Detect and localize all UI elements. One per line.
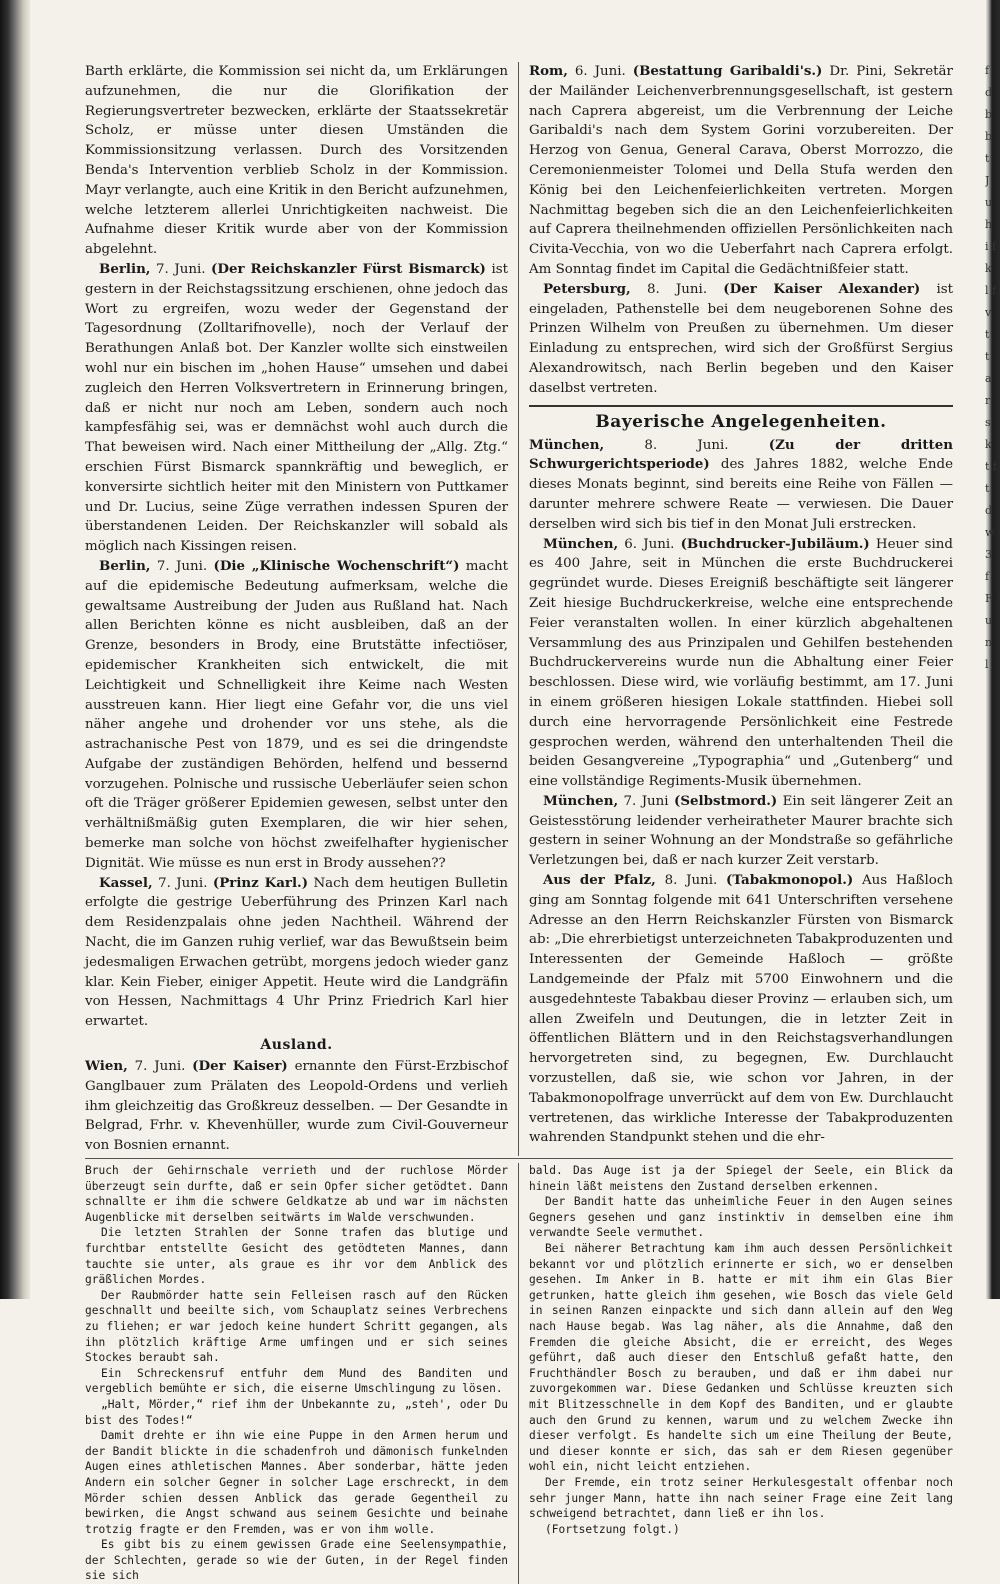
feuilleton-paragraph: bald. Das Auge ist ja der Spiegel der Seele, ein Blick da hinein läßt meistens den Zustand derselben erkennen. [529,1164,953,1193]
dateline-place: Berlin, [99,260,151,277]
dateline-date: 8. Juni. [664,873,718,889]
article-body: ist gestern in der Reichstagssitzung erschienen, ohne jedoch das Wort zu ergreifen, wozu weder der Gegenstand der Tagesordnung (Zolltarifnovelle), noch der Verlauf der Berathungen Anlaß bot. Der Kanzler wollte sich einstweilen wohl nur ein bischen im „hohen Hause“ umsehen und dabei zugleich den Herren Volksvertretern in Erinnerung bringen, daß er nicht nur noch am Leben, sondern auch noch kampfesfähig sei, was er demnächst wohl auch durch die That beweisen wird. Nach einer Mittheilung der „Allg. Ztg.“ erschien Fürst Bismarck spannkräftig und beweglich, er konversirte sichtlich heiter mit den Ministern von Puttkamer und Dr. Lucius, seine Züge verrathen indessen Spuren der überstandenen Leiden. Der Reichskanzler will sobald als möglich nach Kissingen reisen. [85,261,508,555]
continuation-note: (Fortsetzung folgt.) [545,1522,680,1536]
feuilleton-right-column [519,1163,953,1584]
section-heading-ausland: Ausland. [260,1037,333,1054]
article-topic: (Zu der dritten Schwurgerichtsperiode) [529,436,953,473]
dateline-date: 7. Juni. [156,261,206,277]
article-pfalz [529,871,953,1148]
article-topic: (Buchdrucker-Jubiläum.) [680,535,870,552]
article-topic: (Die „Klinische Wochenschrift“) [213,557,460,574]
article-topic: (Prinz Karl.) [212,874,309,891]
article-body: Aus Haßloch ging am Sonntag folgende mit 641 Unterschriften versehene Adresse an den Herrn Reichskanzler Fürsten von Bismarck ab: „Die ehrerbietigst unterzeichneten Tabakproduzenten und Interessenten der Gemeinde Haßloch — größte Landgemeinde der Pfalz mit 5700 Einwohnern und die ausgedehnteste Tabakbau dieser Provinz — erlauben sich, um allen Zweifeln und Deutungen, die in letzter Zeit in öffentlichen Blättern und in den Reichstagsverhandlungen hervorgetreten sind, zu begegnen, Ew. Durchlaucht vorzustellen, daß sie, wie schon vor Jahren, in der Tabakmonopolfrage unverrückt auf dem von Ew. Durchlaucht vertretenen, das wirkliche Interesse der Tabakproduzenten wahrenden Standpunkt stehen und die ehr- [529,873,953,1146]
dateline-date: 8. Juni. [646,281,708,297]
dateline-place: Aus der Pfalz, [543,872,656,889]
article-berlin-wochenschrift [85,557,508,874]
feuilleton-paragraph: Der Bandit hatte das unheimliche Feuer in den Augen seines Gegners gesehen und ganz instinktiv in demselben eine ihm verwandte Seele vermuthet. [529,1195,953,1240]
article-muenchen-selbstmord [529,792,953,871]
right-column [519,62,953,1156]
dateline-place: Kassel, [99,874,153,891]
dateline-date: 7. Juni. [134,1059,186,1075]
dateline-place: Petersburg, [543,280,631,297]
newspaper-page [85,62,953,1584]
dateline-date: 7. Juni. [156,558,208,574]
dateline-place: München, [529,436,605,453]
feuilleton-paragraph: „Halt, Mörder,“ rief ihm der Unbekannte zu, „steh', oder Du bist des Todes!“ [85,1397,508,1427]
dateline-date: 7. Juni [623,793,669,809]
article-body: Ein seit längerer Zeit an Geistesstörung leidender verheiratheter Maurer brachte sich gestern in seiner Wohnung an der Mondstraße so gefährliche Verletzungen bei, daß er nach kurzer Zeit verstarb. [529,793,953,869]
article-berlin-bismarck [85,260,508,557]
feuilleton-paragraph: Damit drehte er ihn wie eine Puppe in den Armen herum und der Bandit blickte in die schadenfroh und dämonisch funkelnden Augen eines athletischen Mannes. Aber sonderbar, hätte jeden Andern ein solcher Gegner in solcher Lage erschreckt, in dem Mörder schien dessen Anblick das gerade Gegentheil zu bewirken, die Angst schwand aus seinem Gesichte und beinahe trotzig fragte er den Fremden, was er von ihm wolle. [85,1429,508,1536]
feuilleton-section [85,1163,953,1584]
feuilleton-divider [85,1158,953,1159]
feuilleton-paragraph: Bei näherer Betrachtung kam ihm auch dessen Persönlichkeit bekannt vor und plötzlich erinnerte er sich, wo er denselben gesehen. Im Anker in B. hatte er mit ihm ein Glas Bier getrunken, hatte gleich ihm gesehen, wie Bosch das viele Geld in seinen Ranzen einpackte und sich dann allein auf den Weg nach Hause begab. Was lag näher, als die Annahme, daß den Fremden die gleiche Absicht, die er erreicht, des Weges geführt, daß auch dieser den Entschluß gefaßt hatte, den Fruchthändler Bosch zu berauben, und daß er ihm dabei nur zuvorgekommen war. Diese Gedanken und Schlüsse kreuzten sich mit Blitzesschnelle in dem Kopf des Banditen, und er glaubte auch den Grund zu kennen, warum und zu welchem Zwecke ihn dieser verfolgt. Es handelte sich um eine Theilung der Beute, und dieser konnte er sich, das sah er dem Riesen gegenüber wohl ein, nicht leicht entziehen. [529,1242,953,1474]
commission-paragraph: Barth erklärte, die Kommission sei nicht da, um Erklärungen aufzunehmen, die nur die Glorifikation der Regierungsvertreter bezwecken, erklärte der Staatssekretär Scholz, er müsse unter diesen Umständen die Kommissionsitzung verlassen. Durch des Vorsitzenden Benda's Intervention verblieb Scholz in der Kommission. Mayr verlangte, auch eine Kritik in den Bericht aufzunehmen, welche letzterem allerlei Unrichtigkeiten nachweist. Die Aufnahme dieser Kritik wurde aber von der Kommission abgelehnt. [85,64,508,258]
adjacent-page-fragment: f d b b t J u h i f k l f v t t a r s k t f t d w 3 f F u n l [985,64,997,671]
article-petersburg [529,280,953,399]
feuilleton-paragraph: Ein Schreckensruf entfuhr dem Mund des Banditen und vergeblich bemühte er sich, die eiserne Umschlingung zu lösen. [85,1366,508,1396]
dateline-place: München, [543,535,619,552]
section-heading-bayern: Bayerische Angelegenheiten. [529,405,953,435]
feuilleton-paragraph: Die letzten Strahlen der Sonne trafen das blutige und furchtbar entstellte Gesicht des getödteten Mannes, dann tauchte sie unter, als graue es ihr vor dem Anblick des gräßlichen Mordes. [85,1226,508,1287]
article-topic: (Bestattung Garibaldi's.) [632,63,823,79]
dateline-date: 8. Juni. [644,437,729,453]
left-column [85,62,519,1156]
article-muenchen-schwurgericht [529,436,953,535]
article-body: ernannte den Fürst-Erzbischof Ganglbauer zum Prälaten des Leopold-Ordens und verlieh ihm gleichzeitig das Großkreuz desselben. — Der Gesandte in Belgrad, Frhr. v. Khevenhüller, wurde zum Civil-Gouverneur von Bosnien ernannt. [85,1059,508,1154]
article-muenchen-buchdrucker [529,535,953,792]
book-binding-edge [0,0,30,1299]
feuilleton-paragraph: Es gibt bis zu einem gewissen Grade eine Seelensympathie, der Schlechten, gerade so wie der Guten, in der Regel finden sie sich [85,1538,508,1583]
article-kassel [85,874,508,1032]
dateline-place: München, [543,792,619,809]
article-body: Heuer sind es 400 Jahre, seit in München die erste Buchdruckerei gegründet wurde. Dieses Ereigniß beschäftigte seit längerer Zeit hiesige Buchdruckerkreise, welche eine entsprechende Feier veranstalten wollen. In einer kürzlich abgehaltenen Versammlung des aus Prinzipalen und Gehilfen bestehenden Buchdruckervereins wurde nun die Abhaltung einer Feier beschlossen. Diese wird, wie vorläufig bestimmt, am 17. Juni in einem größeren hiesigen Lokale stattfinden. Hiebei soll durch eine hervorragende Persönlichkeit eine Festrede gesprochen werden, während den unterhaltenden Theil die beiden Gesangvereine „Typographia“ und „Gutenberg“ und eine vollständige Regiments-Musik übernehmen. [529,536,953,790]
dateline-place: Wien, [85,1058,128,1075]
article-topic: (Selbstmord.) [674,792,778,809]
article-topic: (Der Kaiser Alexander) [723,280,921,297]
dateline-place: Rom, [529,63,568,79]
article-body: Dr. Pini, Sekretär der Mailänder Leichenverbrennungsgesellschaft, ist gestern nach Caprera abgereist, um die Verbrennung der Leiche Garibaldi's nach dem System Gorini vorzubereiten. Der Herzog von Genua, General Carava, Oberst Morrozzo, die Ceremonienmeister Tolomei und Della Stufa werden den König bei den Leichenfeierlichkeiten vertreten. Morgen Nachmittag begeben sich die an den Leichenfeierlichkeiten auf Caprera theilnehmenden offiziellen Persönlichkeiten nach Civita-Vecchia, von wo die Ueberfahrt nach Caprera erfolgt. Am Sonntag findet im Capital die Gedächtnißfeier statt. [529,64,953,277]
feuilleton-paragraph: Bruch der Gehirnschale verrieth und der ruchlose Mörder überzeugt sein durfte, daß er sein Opfer sicher getödtet. Dann schnallte er ihm die schwere Geldkatze ab und war im nächsten Augenblicke mit derselben seitwärts im Walde verschwunden. [85,1164,508,1224]
news-columns [85,62,953,1156]
feuilleton-paragraph: Der Raubmörder hatte sein Felleisen rasch auf den Rücken geschnallt und beeilte sich, vom Schauplatz seines Verbrechens zu fliehen; er war jedoch keine hundert Schritt gegangen, als ihn plötzlich kräftige Arme umfingen und er sich seines Stockes beraubt sah. [85,1288,508,1365]
dateline-date: 6. Juni. [624,536,675,552]
article-body: des Jahres 1882, welche Ende dieses Monats beginnt, sind bereits eine Reihe von Fällen — darunter mehrere schwere Reate — verwiesen. Die Dauer derselben wird sich bis tief in den Monat Juli erstrecken. [529,457,954,532]
article-topic: (Tabakmonopol.) [726,872,854,889]
dateline-date: 7. Juni. [158,875,208,891]
article-body: macht auf die epidemische Bedeutung aufmerksam, welche die gewaltsame Austreibung der Juden aus Rußland hat. Nach allen Berichten könne es nicht ausbleiben, daß an der Grenze, besonders in Brody, eine Brutstätte infectiöser, epidemischer Krankheiten sich entwickelt, die mit Leichtigkeit und Schnelligkeit ihre Keime nach Westen ausstreuen kann. Hier liegt eine Gefahr vor, die uns viel näher angehe und drohender vor uns stehe, als die astrachanische Pest von 1879, und es sei die dringendste Aufgabe der zuständigen Behörden, helfend und bessernd vorzugehen. Polnische und russische Ueberläufer seien schon oft die Träger größerer Epidemien gewesen, selbst unter den verhältnißmäßig guten Exemplaren, die wir hier sehen, bemerke man solche von höchst zweifelhafter hygienischer Dignität. Wie müsse es nun erst in Brody aussehen?? [85,558,508,871]
article-body: Nach dem heutigen Bulletin erfolgte die gestrige Ueberführung des Prinzen Karl nach dem Residenzpalais ohne jeden Nachtheil. Während der Nacht, die im Ganzen ruhig verlief, war das Bewußtsein beim jedesmaligen Erwachen getrübt, morgens jedoch wieder ganz klar. Kein Fieber, einiger Appetit. Heute wird die Landgräfin von Hessen, Nachmittags 4 Uhr Prinz Friedrich Karl hier erwartet. [85,875,508,1030]
article-topic: (Der Kaiser) [192,1058,288,1075]
feuilleton-left-column [85,1163,519,1584]
dateline-place: Berlin, [99,557,151,574]
article-body: ist eingeladen, Pathenstelle bei dem neugeborenen Sohne des Prinzen Wilhelm von Preußen zu übernehmen. Um dieser Einladung zu entsprechen, wird sich der Großfürst Sergius Alexandrowitsch, nach Berlin begeben und den Kaiser daselbst vertreten. [529,281,953,396]
article-topic: (Der Reichskanzler Fürst Bismarck) [211,260,486,277]
article-rom [529,62,953,280]
dateline-date: 6. Juni. [574,64,626,79]
article-wien [85,1057,508,1156]
feuilleton-paragraph: Der Fremde, ein trotz seiner Herkulesgestalt offenbar noch sehr junger Mann, hatte ihn nach seiner Frage eine Zeit lang schweigend betrachtet, dann ließ er ihn los. [529,1475,953,1521]
